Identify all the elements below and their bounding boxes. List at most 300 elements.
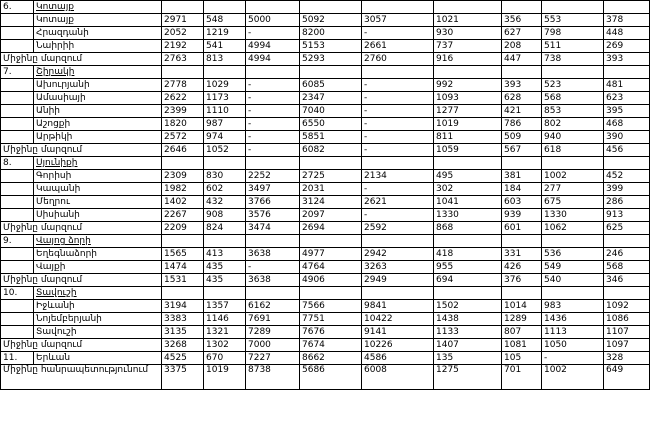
value-cell: 2621 xyxy=(362,196,434,209)
value-cell: 1041 xyxy=(434,196,502,209)
value-cell: 568 xyxy=(604,261,650,274)
empty-cell xyxy=(1,92,34,105)
value-cell: 992 xyxy=(434,79,502,92)
value-cell: 208 xyxy=(502,40,542,53)
empty-cell xyxy=(1,79,34,92)
value-cell: 2309 xyxy=(162,170,204,183)
value-cell: 9141 xyxy=(362,326,434,339)
value-cell: 413 xyxy=(204,248,246,261)
district-row xyxy=(1,209,650,222)
value-cell: 1002 xyxy=(542,170,604,183)
value-cell: 1019 xyxy=(434,118,502,131)
region-average-row xyxy=(1,274,650,287)
region-name xyxy=(34,66,162,79)
empty-cell xyxy=(542,157,604,170)
value-cell: 10226 xyxy=(362,339,434,352)
empty-cell xyxy=(204,1,246,14)
value-cell: 1565 xyxy=(162,248,204,261)
value-cell: 670 xyxy=(204,352,246,365)
value-cell: 6550 xyxy=(300,118,362,131)
value-cell: 468 xyxy=(604,118,650,131)
value-cell: 2778 xyxy=(162,79,204,92)
value-cell: 6082 xyxy=(300,144,362,157)
value-cell: 3638 xyxy=(246,274,300,287)
value-cell: - xyxy=(362,144,434,157)
value-cell: 1302 xyxy=(204,339,246,352)
empty-cell xyxy=(604,157,650,170)
value-cell: 2622 xyxy=(162,92,204,105)
district-row xyxy=(1,300,650,313)
value-cell: 4764 xyxy=(300,261,362,274)
average-label: Միջինը մարզում xyxy=(1,274,162,287)
empty-cell xyxy=(1,118,34,131)
value-cell: - xyxy=(246,79,300,92)
value-cell: - xyxy=(246,261,300,274)
value-cell: 807 xyxy=(502,326,542,339)
value-cell: 627 xyxy=(502,27,542,40)
value-cell: 2052 xyxy=(162,27,204,40)
value-cell: 2192 xyxy=(162,40,204,53)
district-row xyxy=(1,79,650,92)
value-cell: 7566 xyxy=(300,300,362,313)
empty-cell xyxy=(1,326,34,339)
value-cell: 1029 xyxy=(204,79,246,92)
value-cell: 916 xyxy=(434,53,502,66)
value-cell: 2134 xyxy=(362,170,434,183)
value-cell: 602 xyxy=(204,183,246,196)
value-cell: 536 xyxy=(542,248,604,261)
empty-cell xyxy=(1,170,34,183)
value-cell: 930 xyxy=(434,27,502,40)
value-cell: 105 xyxy=(502,352,542,365)
district-name: Աշոցքի xyxy=(34,118,162,131)
region-name xyxy=(34,287,162,300)
region-header-row xyxy=(1,157,650,170)
value-cell: 1402 xyxy=(162,196,204,209)
empty-cell xyxy=(162,157,204,170)
value-cell: - xyxy=(362,209,434,222)
empty-cell xyxy=(542,235,604,248)
empty-cell xyxy=(1,183,34,196)
value-cell: 1050 xyxy=(542,339,604,352)
value-cell: - xyxy=(246,118,300,131)
value-cell: 1110 xyxy=(204,105,246,118)
value-cell: 1407 xyxy=(434,339,502,352)
value-cell: 2399 xyxy=(162,105,204,118)
district-name: Անիի xyxy=(34,105,162,118)
value-cell: - xyxy=(246,92,300,105)
value-cell: 4977 xyxy=(300,248,362,261)
empty-cell xyxy=(434,157,502,170)
empty-cell xyxy=(162,287,204,300)
district-name: Արթիկի xyxy=(34,131,162,144)
value-cell: 426 xyxy=(502,261,542,274)
empty-cell xyxy=(434,235,502,248)
value-cell: 135 xyxy=(434,352,502,365)
average-label: Միջինը մարզում xyxy=(1,53,162,66)
value-cell: 974 xyxy=(204,131,246,144)
region-name-text: Շիրակի xyxy=(36,67,75,77)
value-cell: 694 xyxy=(434,274,502,287)
value-cell: 1502 xyxy=(434,300,502,313)
value-cell: 246 xyxy=(604,248,650,261)
district-name: Իջևանի xyxy=(34,300,162,313)
value-cell: 448 xyxy=(604,27,650,40)
value-cell: 356 xyxy=(502,14,542,27)
value-cell: 1086 xyxy=(604,313,650,326)
district-row xyxy=(1,183,650,196)
empty-cell xyxy=(1,209,34,222)
value-cell: 3497 xyxy=(246,183,300,196)
empty-cell xyxy=(502,1,542,14)
value-cell: - xyxy=(362,118,434,131)
district-name: Սիսիանի xyxy=(34,209,162,222)
empty-cell xyxy=(542,66,604,79)
region-header-row xyxy=(1,287,650,300)
region-number: 11. xyxy=(1,352,34,365)
district-row xyxy=(1,196,650,209)
region-name xyxy=(34,1,162,14)
empty-cell xyxy=(362,66,434,79)
value-cell: 447 xyxy=(502,53,542,66)
value-cell: 2949 xyxy=(362,274,434,287)
empty-cell xyxy=(1,14,34,27)
value-cell: 2209 xyxy=(162,222,204,235)
value-cell: 4994 xyxy=(246,40,300,53)
value-cell: 625 xyxy=(604,222,650,235)
value-cell: 5153 xyxy=(300,40,362,53)
value-cell: 3474 xyxy=(246,222,300,235)
value-cell: 4994 xyxy=(246,53,300,66)
value-cell: 432 xyxy=(204,196,246,209)
value-cell: 5293 xyxy=(300,53,362,66)
empty-cell xyxy=(300,287,362,300)
value-cell: 456 xyxy=(604,144,650,157)
value-cell: 3194 xyxy=(162,300,204,313)
value-cell: 3268 xyxy=(162,339,204,352)
value-cell: 568 xyxy=(542,92,604,105)
region-name xyxy=(34,157,162,170)
value-cell: 6008 xyxy=(362,365,434,390)
empty-cell xyxy=(204,235,246,248)
empty-cell xyxy=(362,235,434,248)
empty-cell xyxy=(204,287,246,300)
value-cell: 649 xyxy=(604,365,650,390)
empty-cell xyxy=(246,235,300,248)
empty-cell xyxy=(1,196,34,209)
value-cell: 5851 xyxy=(300,131,362,144)
value-cell: 1330 xyxy=(434,209,502,222)
empty-cell xyxy=(604,287,650,300)
value-cell: 868 xyxy=(434,222,502,235)
value-cell: 1097 xyxy=(604,339,650,352)
value-cell: 1093 xyxy=(434,92,502,105)
value-cell: 5092 xyxy=(300,14,362,27)
value-cell: 983 xyxy=(542,300,604,313)
district-name: Գորիսի xyxy=(34,170,162,183)
empty-cell xyxy=(604,1,650,14)
district-name: Նոյեմբերյանի xyxy=(34,313,162,326)
value-cell: 376 xyxy=(502,274,542,287)
value-cell: 7676 xyxy=(300,326,362,339)
value-cell: 393 xyxy=(604,53,650,66)
value-cell: - xyxy=(362,27,434,40)
value-cell: 4586 xyxy=(362,352,434,365)
republic-average-row xyxy=(1,365,650,390)
empty-cell xyxy=(502,66,542,79)
district-row xyxy=(1,170,650,183)
value-cell: 1438 xyxy=(434,313,502,326)
value-cell: 2646 xyxy=(162,144,204,157)
value-cell: 3576 xyxy=(246,209,300,222)
value-cell: - xyxy=(246,27,300,40)
region-average-row xyxy=(1,53,650,66)
value-cell: 1820 xyxy=(162,118,204,131)
empty-cell xyxy=(542,287,604,300)
district-row xyxy=(1,118,650,131)
value-cell: 811 xyxy=(434,131,502,144)
value-cell: 3638 xyxy=(246,248,300,261)
value-cell: 813 xyxy=(204,53,246,66)
district-row xyxy=(1,27,650,40)
value-cell: 701 xyxy=(502,365,542,390)
value-cell: 8200 xyxy=(300,27,362,40)
value-cell: 541 xyxy=(204,40,246,53)
value-cell: 10422 xyxy=(362,313,434,326)
value-cell: 277 xyxy=(542,183,604,196)
value-cell: 393 xyxy=(502,79,542,92)
value-cell: 628 xyxy=(502,92,542,105)
value-cell: 2572 xyxy=(162,131,204,144)
district-name: Կոտայք xyxy=(34,14,162,27)
value-cell: 603 xyxy=(502,196,542,209)
value-cell: 830 xyxy=(204,170,246,183)
value-cell: 511 xyxy=(542,40,604,53)
empty-cell xyxy=(1,131,34,144)
value-cell: 1081 xyxy=(502,339,542,352)
value-cell: 2760 xyxy=(362,53,434,66)
value-cell: 495 xyxy=(434,170,502,183)
value-cell: 3057 xyxy=(362,14,434,27)
empty-cell xyxy=(1,27,34,40)
district-row xyxy=(1,131,650,144)
value-cell: 7227 xyxy=(246,352,300,365)
value-cell: 7751 xyxy=(300,313,362,326)
value-cell: 1289 xyxy=(502,313,542,326)
empty-cell xyxy=(162,1,204,14)
value-cell: 1113 xyxy=(542,326,604,339)
value-cell: 1107 xyxy=(604,326,650,339)
empty-cell xyxy=(604,235,650,248)
value-cell: 1219 xyxy=(204,27,246,40)
region-header-row xyxy=(1,1,650,14)
value-cell: 1436 xyxy=(542,313,604,326)
empty-cell xyxy=(300,66,362,79)
district-row xyxy=(1,248,650,261)
value-cell: 3375 xyxy=(162,365,204,390)
value-cell: 853 xyxy=(542,105,604,118)
value-cell: 2252 xyxy=(246,170,300,183)
value-cell: 1330 xyxy=(542,209,604,222)
value-cell: 940 xyxy=(542,131,604,144)
value-cell: 418 xyxy=(434,248,502,261)
value-cell: 1059 xyxy=(434,144,502,157)
value-cell: 618 xyxy=(542,144,604,157)
value-cell: - xyxy=(542,352,604,365)
value-cell: 6162 xyxy=(246,300,300,313)
value-cell: 269 xyxy=(604,40,650,53)
value-cell: 2592 xyxy=(362,222,434,235)
value-cell: 955 xyxy=(434,261,502,274)
value-cell: 346 xyxy=(604,274,650,287)
value-cell: 824 xyxy=(204,222,246,235)
empty-cell xyxy=(1,300,34,313)
empty-cell xyxy=(434,1,502,14)
region-average-row xyxy=(1,339,650,352)
empty-cell xyxy=(300,1,362,14)
empty-cell xyxy=(1,261,34,274)
value-cell: 1052 xyxy=(204,144,246,157)
value-cell: 2031 xyxy=(300,183,362,196)
empty-cell xyxy=(362,287,434,300)
empty-cell xyxy=(1,105,34,118)
district-name: Կապանի xyxy=(34,183,162,196)
value-cell: 7289 xyxy=(246,326,300,339)
value-cell: 435 xyxy=(204,261,246,274)
value-cell: 1531 xyxy=(162,274,204,287)
value-cell: - xyxy=(362,105,434,118)
value-cell: 2267 xyxy=(162,209,204,222)
value-cell: 4525 xyxy=(162,352,204,365)
value-cell: 328 xyxy=(604,352,650,365)
value-cell: 7040 xyxy=(300,105,362,118)
value-cell: 2763 xyxy=(162,53,204,66)
value-cell: 8662 xyxy=(300,352,362,365)
value-cell: 1133 xyxy=(434,326,502,339)
value-cell: 399 xyxy=(604,183,650,196)
region-name xyxy=(34,235,162,248)
empty-cell xyxy=(1,313,34,326)
value-cell: 435 xyxy=(204,274,246,287)
value-cell: - xyxy=(362,79,434,92)
value-cell: 3135 xyxy=(162,326,204,339)
region-number: 8. xyxy=(1,157,34,170)
empty-cell xyxy=(246,1,300,14)
empty-cell xyxy=(502,287,542,300)
value-cell: 378 xyxy=(604,14,650,27)
average-label: Միջինը մարզում xyxy=(1,339,162,352)
value-cell: 3263 xyxy=(362,261,434,274)
value-cell: 2694 xyxy=(300,222,362,235)
district-row xyxy=(1,40,650,53)
district-row xyxy=(1,326,650,339)
republic-average-label: Միջինը հանրապետությունում xyxy=(1,365,162,390)
value-cell: 1092 xyxy=(604,300,650,313)
empty-cell xyxy=(246,157,300,170)
value-cell: 2097 xyxy=(300,209,362,222)
value-cell: 2971 xyxy=(162,14,204,27)
empty-cell xyxy=(246,287,300,300)
value-cell: 381 xyxy=(502,170,542,183)
region-number: 6. xyxy=(1,1,34,14)
empty-cell xyxy=(434,66,502,79)
region-name-text: Կոտայք xyxy=(36,2,74,12)
value-cell: 738 xyxy=(542,53,604,66)
value-cell: - xyxy=(362,92,434,105)
district-row xyxy=(1,261,650,274)
value-cell: 908 xyxy=(204,209,246,222)
value-cell: 2942 xyxy=(362,248,434,261)
value-cell: 395 xyxy=(604,105,650,118)
value-cell: 1173 xyxy=(204,92,246,105)
district-name: Ախուրյանի xyxy=(34,79,162,92)
value-cell: 786 xyxy=(502,118,542,131)
value-cell: 548 xyxy=(204,14,246,27)
region-name: Երևան xyxy=(34,352,162,365)
value-cell: 2661 xyxy=(362,40,434,53)
value-cell: 390 xyxy=(604,131,650,144)
district-name: Եղեգնաձորի xyxy=(34,248,162,261)
region-number: 9. xyxy=(1,235,34,248)
value-cell: 7674 xyxy=(300,339,362,352)
value-cell: 331 xyxy=(502,248,542,261)
value-cell: 1146 xyxy=(204,313,246,326)
value-cell: 5686 xyxy=(300,365,362,390)
value-cell: 5000 xyxy=(246,14,300,27)
district-name: Վայքի xyxy=(34,261,162,274)
empty-cell xyxy=(604,66,650,79)
empty-cell xyxy=(542,1,604,14)
value-cell: 798 xyxy=(542,27,604,40)
value-cell: 802 xyxy=(542,118,604,131)
district-name: Տավուշի xyxy=(34,326,162,339)
empty-cell xyxy=(300,235,362,248)
region-number: 10. xyxy=(1,287,34,300)
value-cell: - xyxy=(362,131,434,144)
value-cell: 939 xyxy=(502,209,542,222)
value-cell: 1021 xyxy=(434,14,502,27)
value-cell: 1321 xyxy=(204,326,246,339)
region-average-row xyxy=(1,144,650,157)
value-cell: 7000 xyxy=(246,339,300,352)
value-cell: 302 xyxy=(434,183,502,196)
empty-cell xyxy=(502,235,542,248)
value-cell: 452 xyxy=(604,170,650,183)
value-cell: - xyxy=(246,105,300,118)
value-cell: 523 xyxy=(542,79,604,92)
region-name-text: Սյունիքի xyxy=(36,158,78,168)
value-cell: 7691 xyxy=(246,313,300,326)
value-cell: 3766 xyxy=(246,196,300,209)
value-cell: 1474 xyxy=(162,261,204,274)
region-header-row xyxy=(1,66,650,79)
value-cell: 1277 xyxy=(434,105,502,118)
value-cell: 567 xyxy=(502,144,542,157)
value-cell: 2725 xyxy=(300,170,362,183)
district-row xyxy=(1,92,650,105)
region-data-row xyxy=(1,352,650,365)
empty-cell xyxy=(162,66,204,79)
district-row xyxy=(1,105,650,118)
empty-cell xyxy=(362,157,434,170)
value-cell: 913 xyxy=(604,209,650,222)
empty-cell xyxy=(246,66,300,79)
value-cell: 987 xyxy=(204,118,246,131)
district-name: Հրազդանի xyxy=(34,27,162,40)
region-header-row xyxy=(1,235,650,248)
value-cell: 1019 xyxy=(204,365,246,390)
empty-cell xyxy=(204,157,246,170)
